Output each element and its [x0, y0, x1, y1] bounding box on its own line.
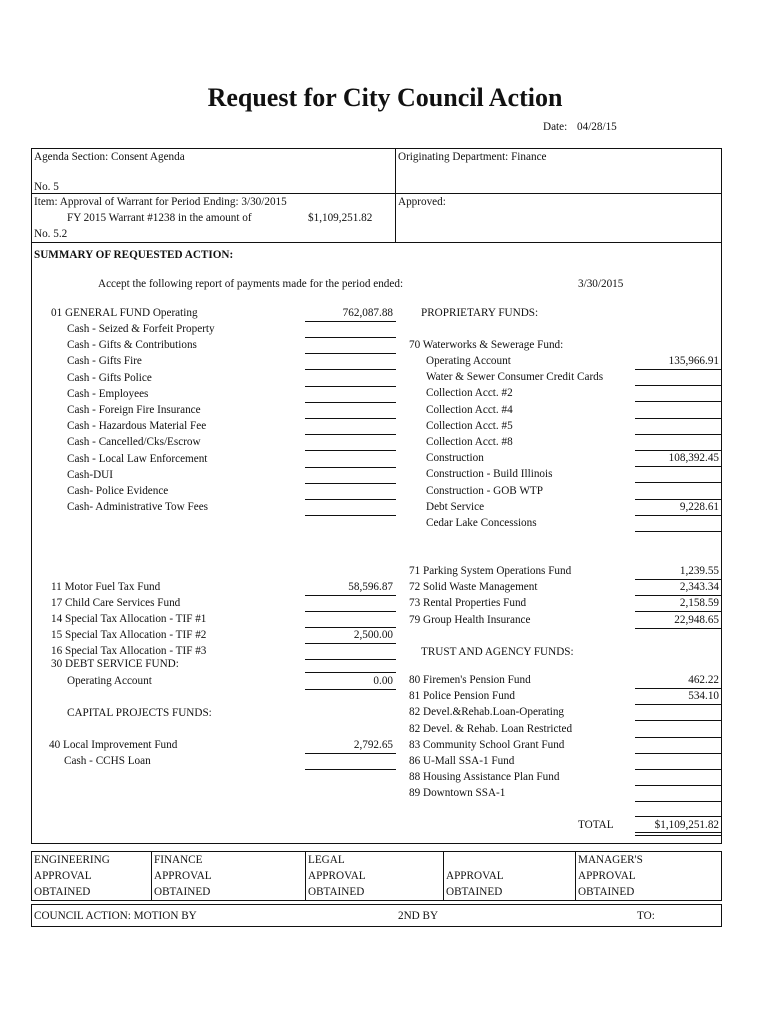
amount-line [305, 769, 396, 770]
water-item-label: Debt Service [426, 500, 485, 513]
amount-line [305, 753, 396, 754]
fund-amount: 22,948.65 [674, 613, 719, 626]
water-item-label: Operating Account [426, 355, 511, 367]
total-double-line [635, 832, 721, 836]
trust-fund-label: 83 Community School Grant Fund [409, 738, 565, 751]
general-fund-item: Cash - Employees [67, 387, 149, 400]
amount-line [635, 450, 721, 451]
water-item-label: Collection Acct. #8 [426, 436, 513, 448]
amount-line [305, 643, 396, 644]
approval-cell: APPROVAL [154, 870, 212, 882]
amount-line [635, 785, 721, 786]
general-fund-item: Cash- Administrative Tow Fees [67, 501, 209, 514]
summary-heading: SUMMARY OF REQUESTED ACTION: [34, 249, 234, 261]
water-item-amount: 9,228.61 [679, 500, 719, 513]
trust-fund-label: 86 U-Mall SSA-1 Fund [409, 755, 515, 767]
council-second-label: 2ND BY [398, 910, 439, 922]
water-item-label: Construction [426, 452, 484, 465]
approval-cell: FINANCE [154, 854, 203, 866]
general-fund-item: Cash- Police Evidence [67, 485, 169, 497]
council-to-label: TO: [637, 910, 655, 922]
warrant-amount: $1,109,251.82 [308, 212, 373, 224]
amount-line [635, 515, 721, 516]
trust-fund-label: 88 Housing Assistance Plan Fund [409, 771, 560, 784]
amount-line [305, 450, 396, 451]
amount-line [305, 434, 396, 435]
water-item-label: Water & Sewer Consumer Credit Cards [426, 371, 604, 384]
amount-line [635, 611, 721, 612]
accept-line: Accept the following report of payments made for the period ended: [98, 278, 404, 290]
amount-line [305, 467, 396, 468]
agenda-number: No. 5 [34, 181, 59, 193]
fund-amount: 1,239.55 [679, 565, 719, 577]
fund-label: 11 Motor Fuel Tax Fund [51, 581, 161, 593]
local-improvement-label: 40 Local Improvement Fund [49, 739, 178, 751]
general-fund-item: Cash - Cancelled/Cks/Escrow [67, 436, 201, 449]
amount-line [305, 402, 396, 403]
header-divider [395, 148, 396, 242]
amount-line [635, 385, 721, 386]
waterworks-heading: 70 Waterworks & Sewerage Fund: [409, 339, 564, 351]
general-fund-item: Cash - Seized & Forfeit Property [67, 323, 215, 335]
proprietary-heading: PROPRIETARY FUNDS: [421, 307, 539, 319]
trust-agency-heading: TRUST AND AGENCY FUNDS: [421, 646, 574, 658]
trust-fund-amount: 534.10 [688, 690, 719, 703]
approval-cell: OBTAINED [154, 886, 211, 898]
general-fund-item: Cash - Foreign Fire Insurance [67, 404, 201, 416]
amount-line [635, 737, 721, 738]
amount-line [305, 369, 396, 370]
date-value: 04/28/15 [577, 121, 617, 133]
row-divider-1 [31, 193, 722, 194]
amount-line [635, 753, 721, 754]
trust-fund-amount: 462.22 [688, 674, 719, 686]
originating-department: Originating Department: Finance [398, 151, 547, 163]
fund-label: 14 Special Tax Allocation - TIF #1 [51, 613, 207, 626]
amount-line [305, 353, 396, 354]
cchs-loan-label: Cash - CCHS Loan [64, 755, 151, 767]
amount-line [635, 769, 721, 770]
amount-line [305, 483, 396, 484]
approval-cell: APPROVAL [34, 870, 92, 882]
general-fund-item: Cash - Gifts Fire [67, 355, 142, 368]
amount-line [635, 418, 721, 419]
approval-cell: OBTAINED [34, 886, 91, 898]
approval-cell: APPROVAL [446, 870, 504, 882]
operating-account-label: Operating Account [67, 675, 152, 687]
trust-fund-label: 81 Police Pension Fund [409, 690, 515, 703]
item-number: No. 5.2 [34, 228, 68, 240]
fund-label: 71 Parking System Operations Fund [409, 565, 572, 577]
amount-line [305, 627, 396, 628]
approval-cell: OBTAINED [578, 886, 635, 898]
approval-cell: OBTAINED [308, 886, 365, 898]
trust-fund-label: 80 Firemen's Pension Fund [409, 674, 531, 686]
local-improvement-amount: 2,792.65 [353, 739, 393, 751]
operating-account-amount: 0.00 [373, 675, 393, 687]
general-fund-item: Cash - Gifts & Contributions [67, 339, 197, 352]
amount-line [635, 434, 721, 435]
approvals-divider [575, 851, 576, 901]
trust-fund-label: 82 Devel. & Rehab. Loan Restricted [409, 722, 573, 735]
amount-line [635, 482, 721, 483]
approval-cell: APPROVAL [308, 870, 366, 882]
amount-line [305, 321, 396, 322]
trust-fund-label: 82 Devel.&Rehab.Loan-Operating [409, 706, 565, 719]
fund-amount: 2,500.00 [353, 629, 393, 642]
fund-amount: 2,343.34 [679, 581, 719, 594]
approved-label: Approved: [398, 196, 446, 208]
water-item-amount: 135,966.91 [668, 355, 719, 367]
amount-line [305, 659, 396, 660]
amount-line [305, 689, 396, 690]
approvals-divider [305, 851, 306, 901]
period-date: 3/30/2015 [578, 278, 624, 290]
approval-cell: OBTAINED [446, 886, 503, 898]
approvals-divider [443, 851, 444, 901]
amount-line [635, 720, 721, 721]
approval-cell: APPROVAL [578, 870, 636, 882]
water-item-label: Collection Acct. #2 [426, 387, 513, 400]
amount-line [635, 466, 721, 467]
approval-cell: MANAGER'S [578, 854, 643, 866]
water-item-label: Construction - Build Illinois [426, 468, 553, 481]
amount-line [305, 337, 396, 338]
fund-label: 79 Group Health Insurance [409, 613, 531, 626]
fund-amount: 2,158.59 [679, 597, 719, 610]
water-item-amount: 108,392.45 [668, 452, 719, 465]
fund-amount: 58,596.87 [348, 581, 393, 593]
water-item-label: Construction - GOB WTP [426, 484, 543, 497]
warrant-line: FY 2015 Warrant #1238 in the amount of [67, 212, 252, 224]
amount-line [305, 611, 396, 612]
amount-line [635, 369, 721, 370]
water-item-label: Collection Acct. #4 [426, 403, 513, 416]
approvals-divider [151, 851, 152, 901]
amount-line [635, 595, 721, 596]
page-title: Request for City Council Action [207, 83, 563, 112]
trust-fund-label: 89 Downtown SSA-1 [409, 787, 506, 800]
amount-line [635, 628, 721, 629]
amount-line [635, 801, 721, 802]
fund-label: 15 Special Tax Allocation - TIF #2 [51, 629, 207, 642]
amount-line [635, 499, 721, 500]
debt-service-label: 30 DEBT SERVICE FUND: [51, 658, 179, 670]
amount-line [635, 579, 721, 580]
approval-cell: ENGINEERING [34, 854, 110, 866]
general-fund-label: 01 GENERAL FUND Operating [51, 307, 198, 319]
fund-label: 73 Rental Properties Fund [409, 597, 527, 610]
amount-line [635, 688, 721, 689]
general-fund-item: Cash - Local Law Enforcement [67, 452, 208, 465]
row-divider-2 [31, 242, 722, 243]
general-fund-item: Cash - Hazardous Material Fee [67, 420, 207, 433]
water-item-label: Cedar Lake Concessions [426, 517, 537, 529]
amount-line [305, 499, 396, 500]
general-fund-item: Cash - Gifts Police [67, 371, 152, 384]
general-fund-amount: 762,087.88 [342, 307, 393, 319]
water-item-label: Collection Acct. #5 [426, 419, 513, 432]
capital-projects-heading: CAPITAL PROJECTS FUNDS: [67, 707, 212, 719]
amount-line [305, 595, 396, 596]
fund-label: 17 Child Care Services Fund [51, 597, 181, 610]
total-label: TOTAL [578, 819, 614, 831]
fund-label: 72 Solid Waste Management [409, 581, 538, 594]
approval-cell: LEGAL [308, 854, 345, 866]
amount-line [635, 531, 721, 532]
amount-line [305, 418, 396, 419]
fund-label: 16 Special Tax Allocation - TIF #3 [51, 645, 207, 658]
agenda-section: Agenda Section: Consent Agenda [34, 151, 185, 163]
council-motion-label: COUNCIL ACTION: MOTION BY [34, 910, 197, 922]
general-fund-item: Cash-DUI [67, 468, 113, 481]
amount-line [635, 704, 721, 705]
amount-line [305, 672, 396, 673]
total-line [635, 816, 721, 817]
item-description: Item: Approval of Warrant for Period Ending: 3/30/2015 [34, 196, 287, 208]
amount-line [305, 386, 396, 387]
amount-line [635, 401, 721, 402]
total-amount: $1,109,251.82 [654, 819, 719, 831]
date-label: Date: [543, 121, 568, 133]
amount-line [305, 515, 396, 516]
